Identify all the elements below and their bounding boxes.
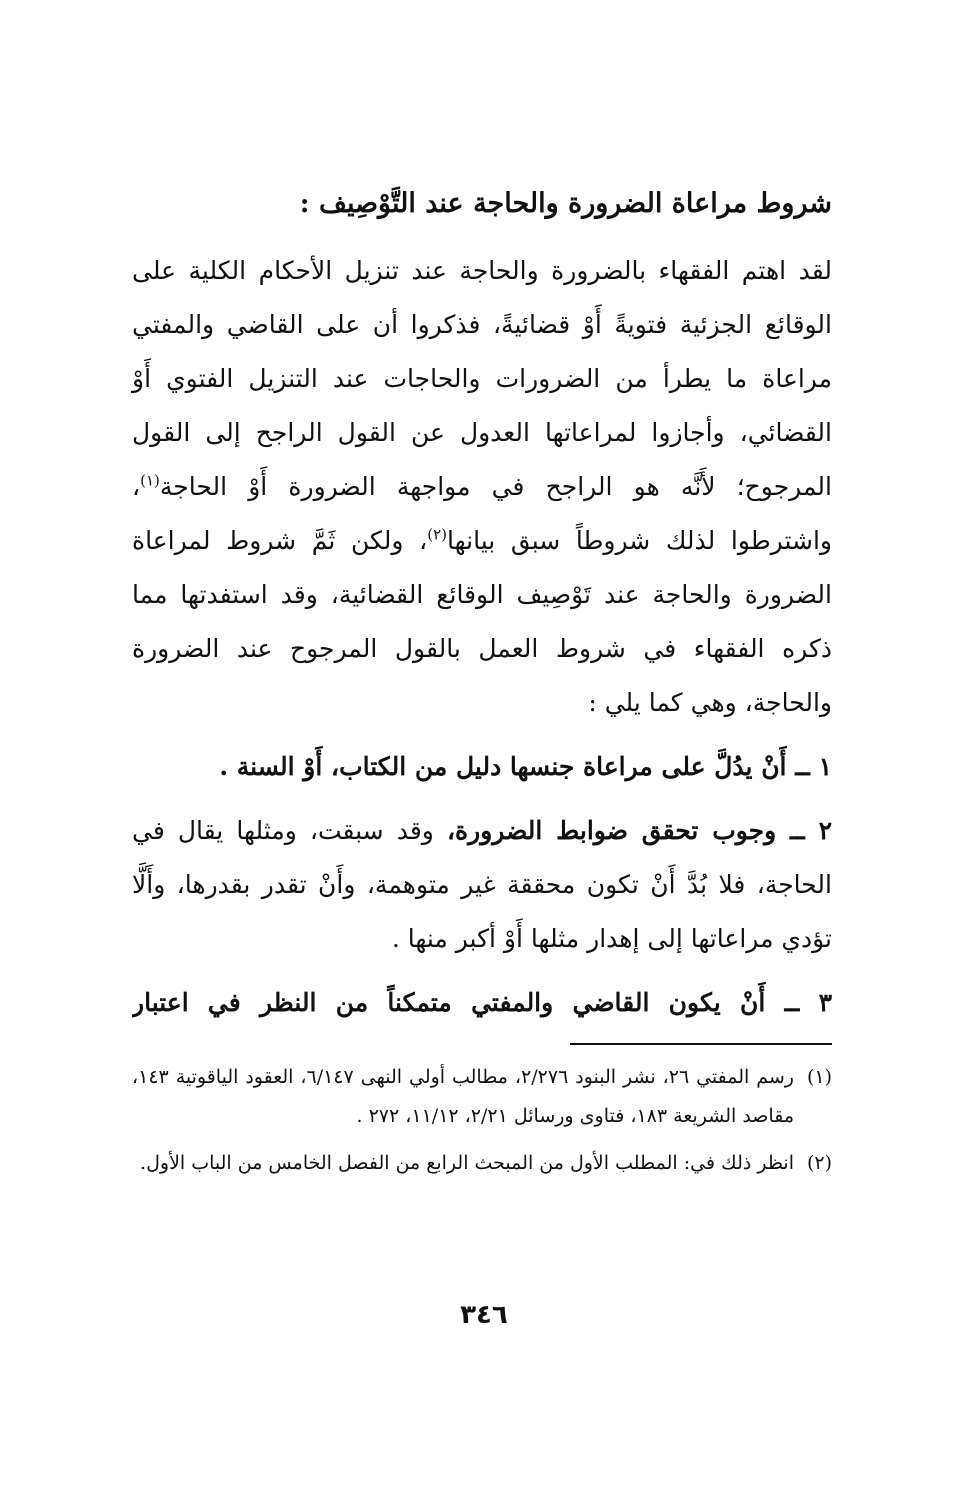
list-item-lead: ٣ ــ أَنْ يكون القاضي والمفتي متمكناً من النظر في اعتبار [132,988,832,1017]
main-text [132,180,832,1030]
list-item-1 [132,740,832,794]
paragraph-text-1: لقد اهتم الفقهاء بالضرورة والحاجة عند تنزيل الأحكام الكلية على الوقائع الجزئية فتويةً أَوْ قضائيةً، فذكروا أن على القاضي والمفتي مراعاة ما يطرأ من الضرورات والحاجات عند التنزيل الفتوي أَوْ القضائي، وأجازوا لمراعاتها العدول عن القول الراجح إلى القول المرجوح؛ لأَنَّه هو الراجح في مواجهة الضرورة أَوْ الحاجة [132,256,832,501]
footnote-divider [570,1043,832,1045]
footnote-number: (١) [806,1066,832,1088]
body-paragraph [132,244,832,730]
footnote-ref-1[interactable]: (١) [140,471,160,490]
list-item-2 [132,804,832,966]
paragraph-text-3: ، ولكن ثَمَّ شروط لمراعاة الضرورة والحاجة عند تَوْصِيف الوقائع القضائية، وقد استفدتها مما ذكره الفقهاء في شروط العمل بالقول المرجوح عند الضرورة والحاجة، وهي كما يلي : [132,526,832,717]
footnote-text: رسم المفتي ٢٦، نشر البنود ٢/٢٧٦، مطالب أولي النهى ٦/١٤٧، العقود الياقوتية ١٤٣، مقاصد الشريعة ١٨٣، فتاوى ورسائل ٢/٢١، ١١/١٢، ٢٧٢ . [132,1066,794,1127]
footnote-2 [132,1144,832,1183]
list-item-3 [132,976,832,1030]
list-item-text: وقد سبقت، ومثلها يقال في الحاجة، فلا بُدَّ أَنْ تكون محققة غير متوهمة، وأَنْ تقدر بقدرها، وأَلَّا تؤدي مراعاتها إلى إهدار مثلها أَوْ أكبر منها . [132,816,832,953]
page-number: ٣٤٦ [460,1300,508,1330]
list-item-lead: ١ ــ أَنْ يدُلَّ على مراعاة جنسها دليل من الكتاب، أَوْ السنة . [219,752,832,781]
section-heading: شروط مراعاة الضرورة والحاجة عند التَّوْصِيف : [299,188,832,219]
footnote-text: انظر ذلك في: المطلب الأول من المبحث الرابع من الفصل الخامس من الباب الأول. [140,1152,794,1174]
footnotes [132,1058,832,1191]
paragraph-text-2: ، واشترطوا لذلك شروطاً سبق بيانها [132,472,832,555]
footnote-number: (٢) [806,1152,832,1174]
list-item-lead: ٢ ــ وجوب تحقق ضوابط الضرورة، [446,816,832,845]
footnote-1 [132,1058,832,1136]
footnote-ref-2[interactable]: (٢) [427,525,447,544]
